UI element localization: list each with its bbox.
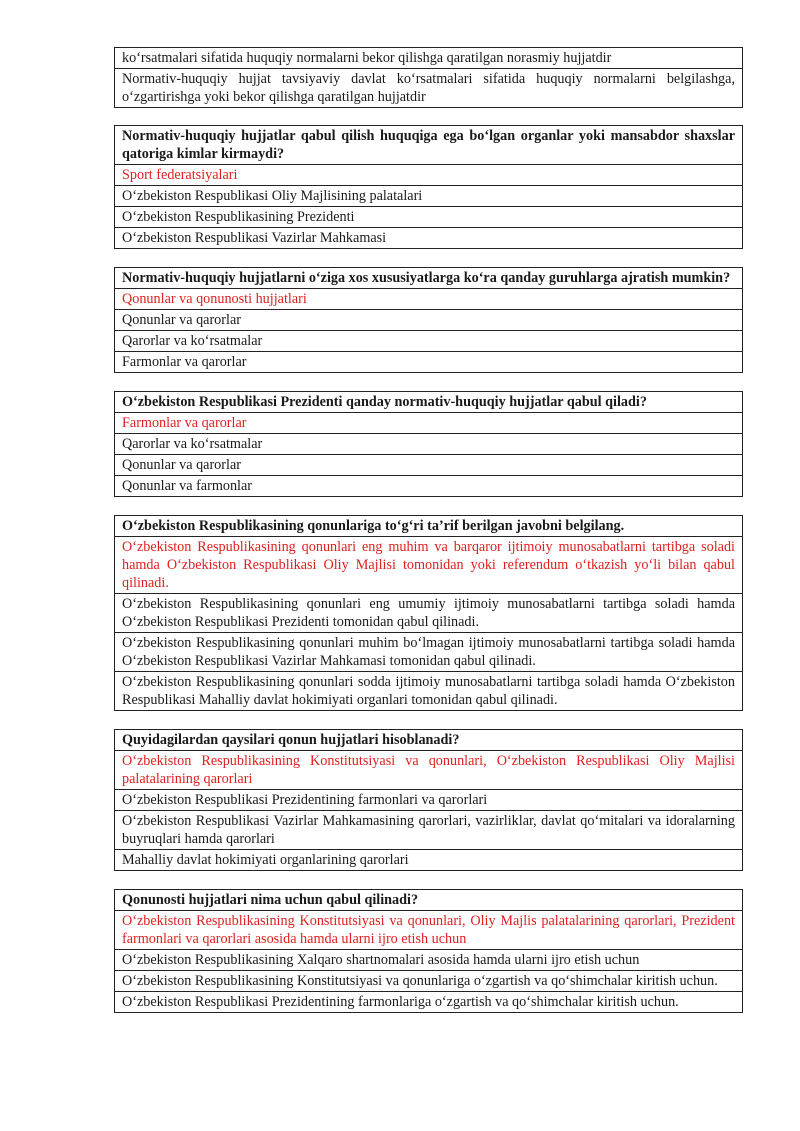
answer-option: O‘zbekiston Respublikasi Vazirlar Mahkamasining qarorlari, vazirliklar, davlat qo‘mitalari va idoralarning buyruqlari hamda qarorlari	[115, 811, 743, 850]
answer-option: O‘zbekiston Respublikasi Oliy Majlisining palatalari	[115, 186, 743, 207]
quiz-document	[114, 47, 743, 1031]
answer-option: Qarorlar va ko‘rsatmalar	[115, 434, 743, 455]
table-row	[115, 790, 743, 811]
answer-option: O‘zbekiston Respublikasi Vazirlar Mahkamasi	[115, 228, 743, 249]
table-row	[115, 850, 743, 871]
question-text: O‘zbekiston Respublikasining qonunlariga to‘g‘ri ta’rif berilgan javobni belgilang.	[115, 516, 743, 537]
table-row	[115, 730, 743, 751]
intro-table	[114, 47, 743, 108]
correct-answer: Farmonlar va qarorlar	[115, 413, 743, 434]
table-row	[115, 811, 743, 850]
question-text: Quyidagilardan qaysilari qonun hujjatlari hisoblanadi?	[115, 730, 743, 751]
answer-option: O‘zbekiston Respublikasining qonunlari sodda ijtimoiy munosabatlarni tartibga soladi hamda O‘zbekiston Respublikasi Mahalliy davlat hokimiyati organlari tomonidan qabul qilinadi.	[115, 672, 743, 711]
table-row	[115, 413, 743, 434]
answer-option: Qarorlar va ko‘rsatmalar	[115, 331, 743, 352]
table-row	[115, 352, 743, 373]
answer-option: O‘zbekiston Respublikasi Prezidentining farmonlariga o‘zgartish va qo‘shimchalar kiritish uchun.	[115, 992, 743, 1013]
table-row	[115, 633, 743, 672]
answer-option: O‘zbekiston Respublikasi Prezidentining farmonlari va qarorlari	[115, 790, 743, 811]
answer-option: ko‘rsatmalari sifatida huquqiy normalarni bekor qilishga qaratilgan norasmiy hujjatdir	[115, 48, 743, 69]
answer-option: Normativ-huquqiy hujjat tavsiyaviy davlat ko‘rsatmalari sifatida huquqiy normalarni belgilashga, o‘zgartirishga yoki bekor qilishga qaratilgan hujjatdir	[115, 69, 743, 108]
table-row	[115, 950, 743, 971]
table-row	[115, 289, 743, 310]
table-row	[115, 911, 743, 950]
table-row	[115, 455, 743, 476]
table-row	[115, 126, 743, 165]
table-row	[115, 228, 743, 249]
table-row	[115, 165, 743, 186]
table-row	[115, 476, 743, 497]
answer-option: O‘zbekiston Respublikasining Xalqaro shartnomalari asosida hamda ularni ijro etish uchun	[115, 950, 743, 971]
answer-option: Qonunlar va qarorlar	[115, 310, 743, 331]
question-block-2	[114, 267, 743, 373]
question-block-6	[114, 889, 743, 1013]
question-block-4	[114, 515, 743, 711]
table-row	[115, 971, 743, 992]
question-text: O‘zbekiston Respublikasi Prezidenti qanday normativ-huquqiy hujjatlar qabul qiladi?	[115, 392, 743, 413]
table-row	[115, 331, 743, 352]
table-row	[115, 48, 743, 69]
answer-option: Farmonlar va qarorlar	[115, 352, 743, 373]
table-row	[115, 992, 743, 1013]
table-row	[115, 751, 743, 790]
correct-answer: O‘zbekiston Respublikasining qonunlari eng muhim va barqaror ijtimoiy munosabatlarni tartibga soladi hamda O‘zbekiston Respublikasi Oliy Majlisi tomonidan yoki referendum o‘tkazish yo‘li bilan qabul qilinadi.	[115, 537, 743, 594]
answer-option: Qonunlar va farmonlar	[115, 476, 743, 497]
table-row	[115, 537, 743, 594]
correct-answer: O‘zbekiston Respublikasining Konstitutsiyasi va qonunlari, O‘zbekiston Respublikasi Oliy Majlisi palatalarining qarorlari	[115, 751, 743, 790]
table-row	[115, 594, 743, 633]
answer-option: O‘zbekiston Respublikasining qonunlari muhim bo‘lmagan ijtimoiy munosabatlarni tartibga soladi hamda O‘zbekiston Respublikasi Vazirlar Mahkamasi tomonidan qabul qilinadi.	[115, 633, 743, 672]
answer-option: O‘zbekiston Respublikasining qonunlari eng umumiy ijtimoiy munosabatlarni tartibga soladi hamda O‘zbekiston Respublikasi Prezidenti tomonidan qabul qilinadi.	[115, 594, 743, 633]
table-row	[115, 268, 743, 289]
question-text: Qonunosti hujjatlari nima uchun qabul qilinadi?	[115, 890, 743, 911]
table-row	[115, 310, 743, 331]
correct-answer: Qonunlar va qonunosti hujjatlari	[115, 289, 743, 310]
table-row	[115, 516, 743, 537]
answer-option: O‘zbekiston Respublikasining Prezidenti	[115, 207, 743, 228]
question-text: Normativ-huquqiy hujjatlar qabul qilish huquqiga ega bo‘lgan organlar yoki mansabdor shaxslar qatoriga kimlar kirmaydi?	[115, 126, 743, 165]
answer-option: Mahalliy davlat hokimiyati organlarining qarorlari	[115, 850, 743, 871]
answer-option: Qonunlar va qarorlar	[115, 455, 743, 476]
question-block-5	[114, 729, 743, 871]
table-row	[115, 392, 743, 413]
correct-answer: O‘zbekiston Respublikasining Konstitutsiyasi va qonunlari, Oliy Majlis palatalarining qarorlari, Prezident farmonlari va qarorlari asosida hamda ularni ijro etish uchun	[115, 911, 743, 950]
answer-option: O‘zbekiston Respublikasining Konstitutsiyasi va qonunlariga o‘zgartish va qo‘shimchalar kiritish uchun.	[115, 971, 743, 992]
question-text: Normativ-huquqiy hujjatlarni o‘ziga xos xususiyatlarga ko‘ra qanday guruhlarga ajratish mumkin?	[115, 268, 743, 289]
table-row	[115, 186, 743, 207]
correct-answer: Sport federatsiyalari	[115, 165, 743, 186]
table-row	[115, 207, 743, 228]
table-row	[115, 672, 743, 711]
table-row	[115, 890, 743, 911]
table-row	[115, 69, 743, 108]
table-row	[115, 434, 743, 455]
question-block-1	[114, 125, 743, 249]
question-block-3	[114, 391, 743, 497]
